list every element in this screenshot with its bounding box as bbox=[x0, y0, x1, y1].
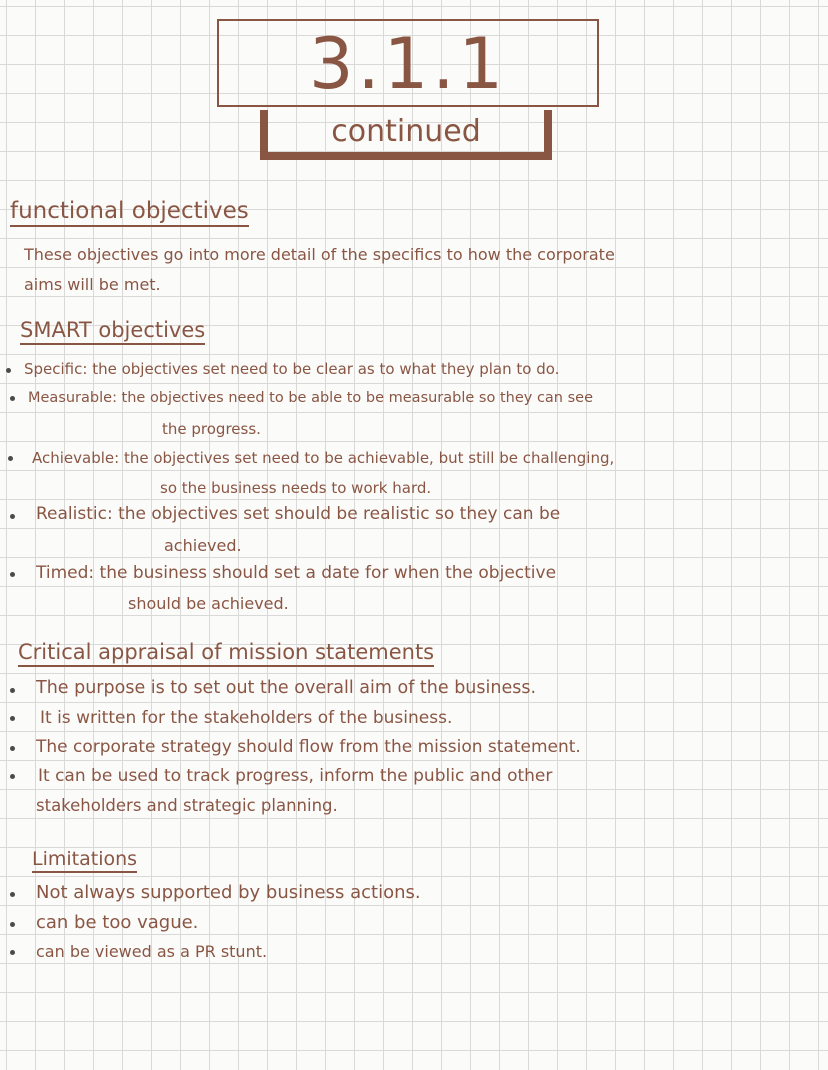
critical-item: The purpose is to set out the overall aim of the business. bbox=[36, 678, 537, 698]
smart-item-achievable bbox=[32, 449, 614, 467]
limitations-item: Not always supported by business actions. bbox=[36, 882, 421, 903]
limitations-item: can be viewed as a PR stunt. bbox=[36, 942, 268, 961]
smart-desc: : the objectives need to be able to be measurable so they can see bbox=[112, 390, 593, 406]
critical-item: It is written for the stakeholders of the business. bbox=[40, 708, 453, 728]
bullet-dot bbox=[10, 716, 15, 721]
critical-continuation: stakeholders and strategic planning. bbox=[36, 796, 338, 815]
critical-item: It can be used to track progress, inform the public and other bbox=[38, 766, 553, 786]
heading-critical-appraisal: Critical appraisal of mission statements bbox=[18, 640, 434, 667]
smart-item-timed bbox=[36, 563, 556, 583]
bullet-dot bbox=[10, 892, 15, 897]
page-subtitle: continued bbox=[331, 114, 481, 149]
bullet-dot bbox=[10, 774, 15, 779]
bullet-dot bbox=[10, 396, 15, 401]
heading-limitations: Limitations bbox=[32, 848, 137, 873]
heading-smart-objectives: SMART objectives bbox=[20, 318, 205, 345]
smart-term: Realistic bbox=[36, 504, 107, 524]
bullet-dot bbox=[10, 922, 15, 927]
smart-achievable-line-2: so the business needs to work hard. bbox=[160, 479, 432, 497]
bullet-dot bbox=[6, 368, 11, 373]
heading-functional-objectives: functional objectives bbox=[10, 198, 249, 227]
smart-desc: : the objectives set need to be achievable, but still be challenging, bbox=[114, 449, 615, 467]
functional-text-line-1: These objectives go into more detail of the specifics to how the corporate bbox=[24, 245, 615, 264]
smart-desc: : the business should set a date for when the objective bbox=[88, 563, 557, 583]
critical-item: The corporate strategy should flow from the mission statement. bbox=[36, 737, 581, 757]
smart-desc: : the objectives set should be realistic so they can be bbox=[106, 504, 561, 524]
bullet-dot bbox=[10, 572, 15, 577]
bullet-dot bbox=[10, 950, 15, 955]
bullet-dot bbox=[8, 456, 13, 461]
smart-term: Measurable bbox=[28, 390, 113, 406]
smart-item-specific bbox=[24, 360, 559, 378]
smart-item-realistic bbox=[36, 504, 560, 524]
functional-text-line-2: aims will be met. bbox=[24, 275, 161, 294]
smart-realistic-line-2: achieved. bbox=[164, 536, 242, 555]
bullet-dot bbox=[10, 688, 15, 693]
smart-desc: : the objectives set need to be clear as to what they plan to do. bbox=[82, 360, 560, 378]
smart-term: Specific bbox=[24, 360, 83, 378]
smart-measurable-line-2: the progress. bbox=[162, 420, 261, 438]
limitations-item: can be too vague. bbox=[36, 912, 199, 933]
smart-item-measurable bbox=[28, 390, 593, 406]
smart-term: Timed bbox=[36, 563, 89, 583]
bullet-dot bbox=[10, 514, 15, 519]
bullet-dot bbox=[10, 746, 15, 751]
smart-term: Achievable bbox=[32, 449, 115, 467]
smart-timed-line-2: should be achieved. bbox=[128, 594, 289, 613]
page-title: 3.1.1 bbox=[308, 23, 508, 105]
